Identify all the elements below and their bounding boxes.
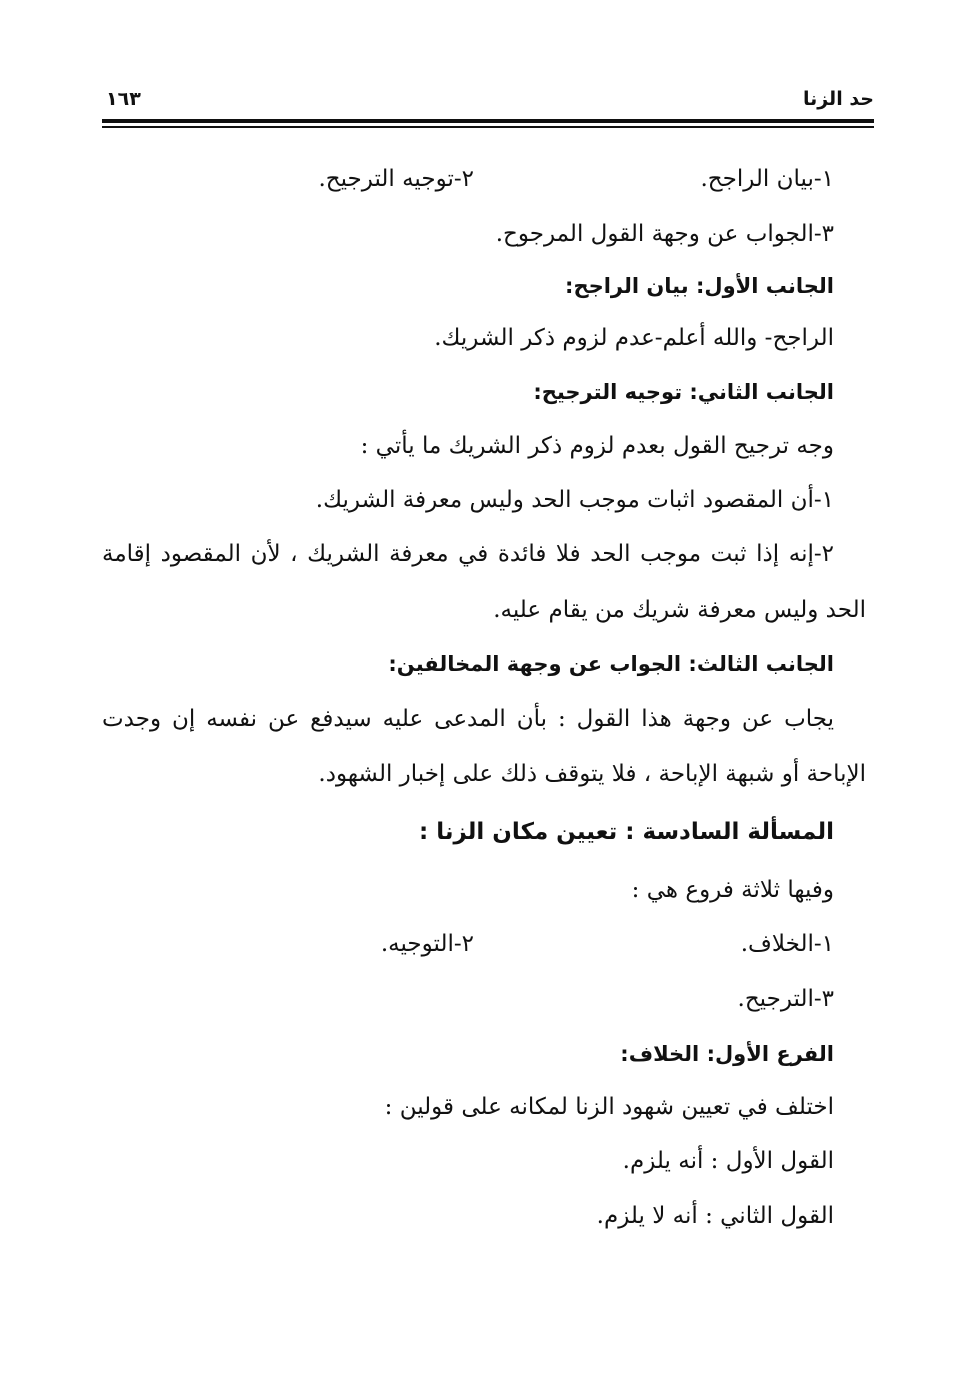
paragraph-line: وجه ترجيح القول بعدم لزوم ذكر الشريك ما يأتي : [360, 433, 834, 459]
paragraph-line: الحد وليس معرفة شريك من يقام عليه. [493, 597, 866, 623]
section-heading: الفرع الأول: الخلاف: [620, 1042, 834, 1066]
list-item: ١-الخلاف. [740, 931, 834, 957]
list-item: ١-أن المقصود اثبات موجب الحد وليس معرفة الشريك. [315, 487, 834, 513]
paragraph-line: القول الثاني : أنه لا يلزم. [596, 1203, 834, 1229]
section-heading: الجانب الأول: بيان الراجح: [565, 274, 834, 298]
list-item: ٣-الجواب عن وجهة القول المرجوح. [495, 221, 834, 247]
paragraph-line: اختلف في تعيين شهود الزنا لمكانه على قولين : [384, 1094, 834, 1120]
header-rule-thick [102, 119, 874, 123]
section-heading: الجانب الثاني: توجيه الترجيح: [533, 380, 834, 404]
running-header [102, 86, 874, 116]
paragraph-line: الراجح- والله أعلم-عدم لزوم ذكر الشريك. [434, 325, 834, 351]
section-heading: الجانب الثالث: الجواب عن وجهة المخالفين: [388, 652, 834, 676]
paragraph-line: الإباحة أو شبهة الإباحة ، فلا يتوقف ذلك على إخبار الشهود. [318, 761, 866, 787]
list-item: ٢-التوجيه. [380, 931, 474, 957]
paragraph-line: ٢-إنه إذا ثبت موجب الحد فلا فائدة في معرفة الشريك ، لأن المقصود إقامة [102, 541, 834, 567]
list-item: ٣-الترجيح. [737, 986, 834, 1012]
chapter-heading: المسألة السادسة : تعيين مكان الزنا : [418, 819, 834, 845]
page-number: ١٦٣ [106, 88, 141, 110]
list-item: ١-بيان الراجح. [700, 166, 834, 192]
list-item: ٢-توجيه الترجيح. [318, 166, 474, 192]
header-rule-thin [102, 126, 874, 128]
paragraph-line: القول الأول : أنه يلزم. [622, 1148, 834, 1174]
paragraph-line: يجاب عن وجهة هذا القول : بأن المدعى عليه سيدفع عن نفسه إن وجدت [102, 706, 834, 732]
paragraph-line: وفيها ثلاثة فروع هي : [631, 877, 834, 903]
header-title: حد الزنا [802, 88, 874, 110]
